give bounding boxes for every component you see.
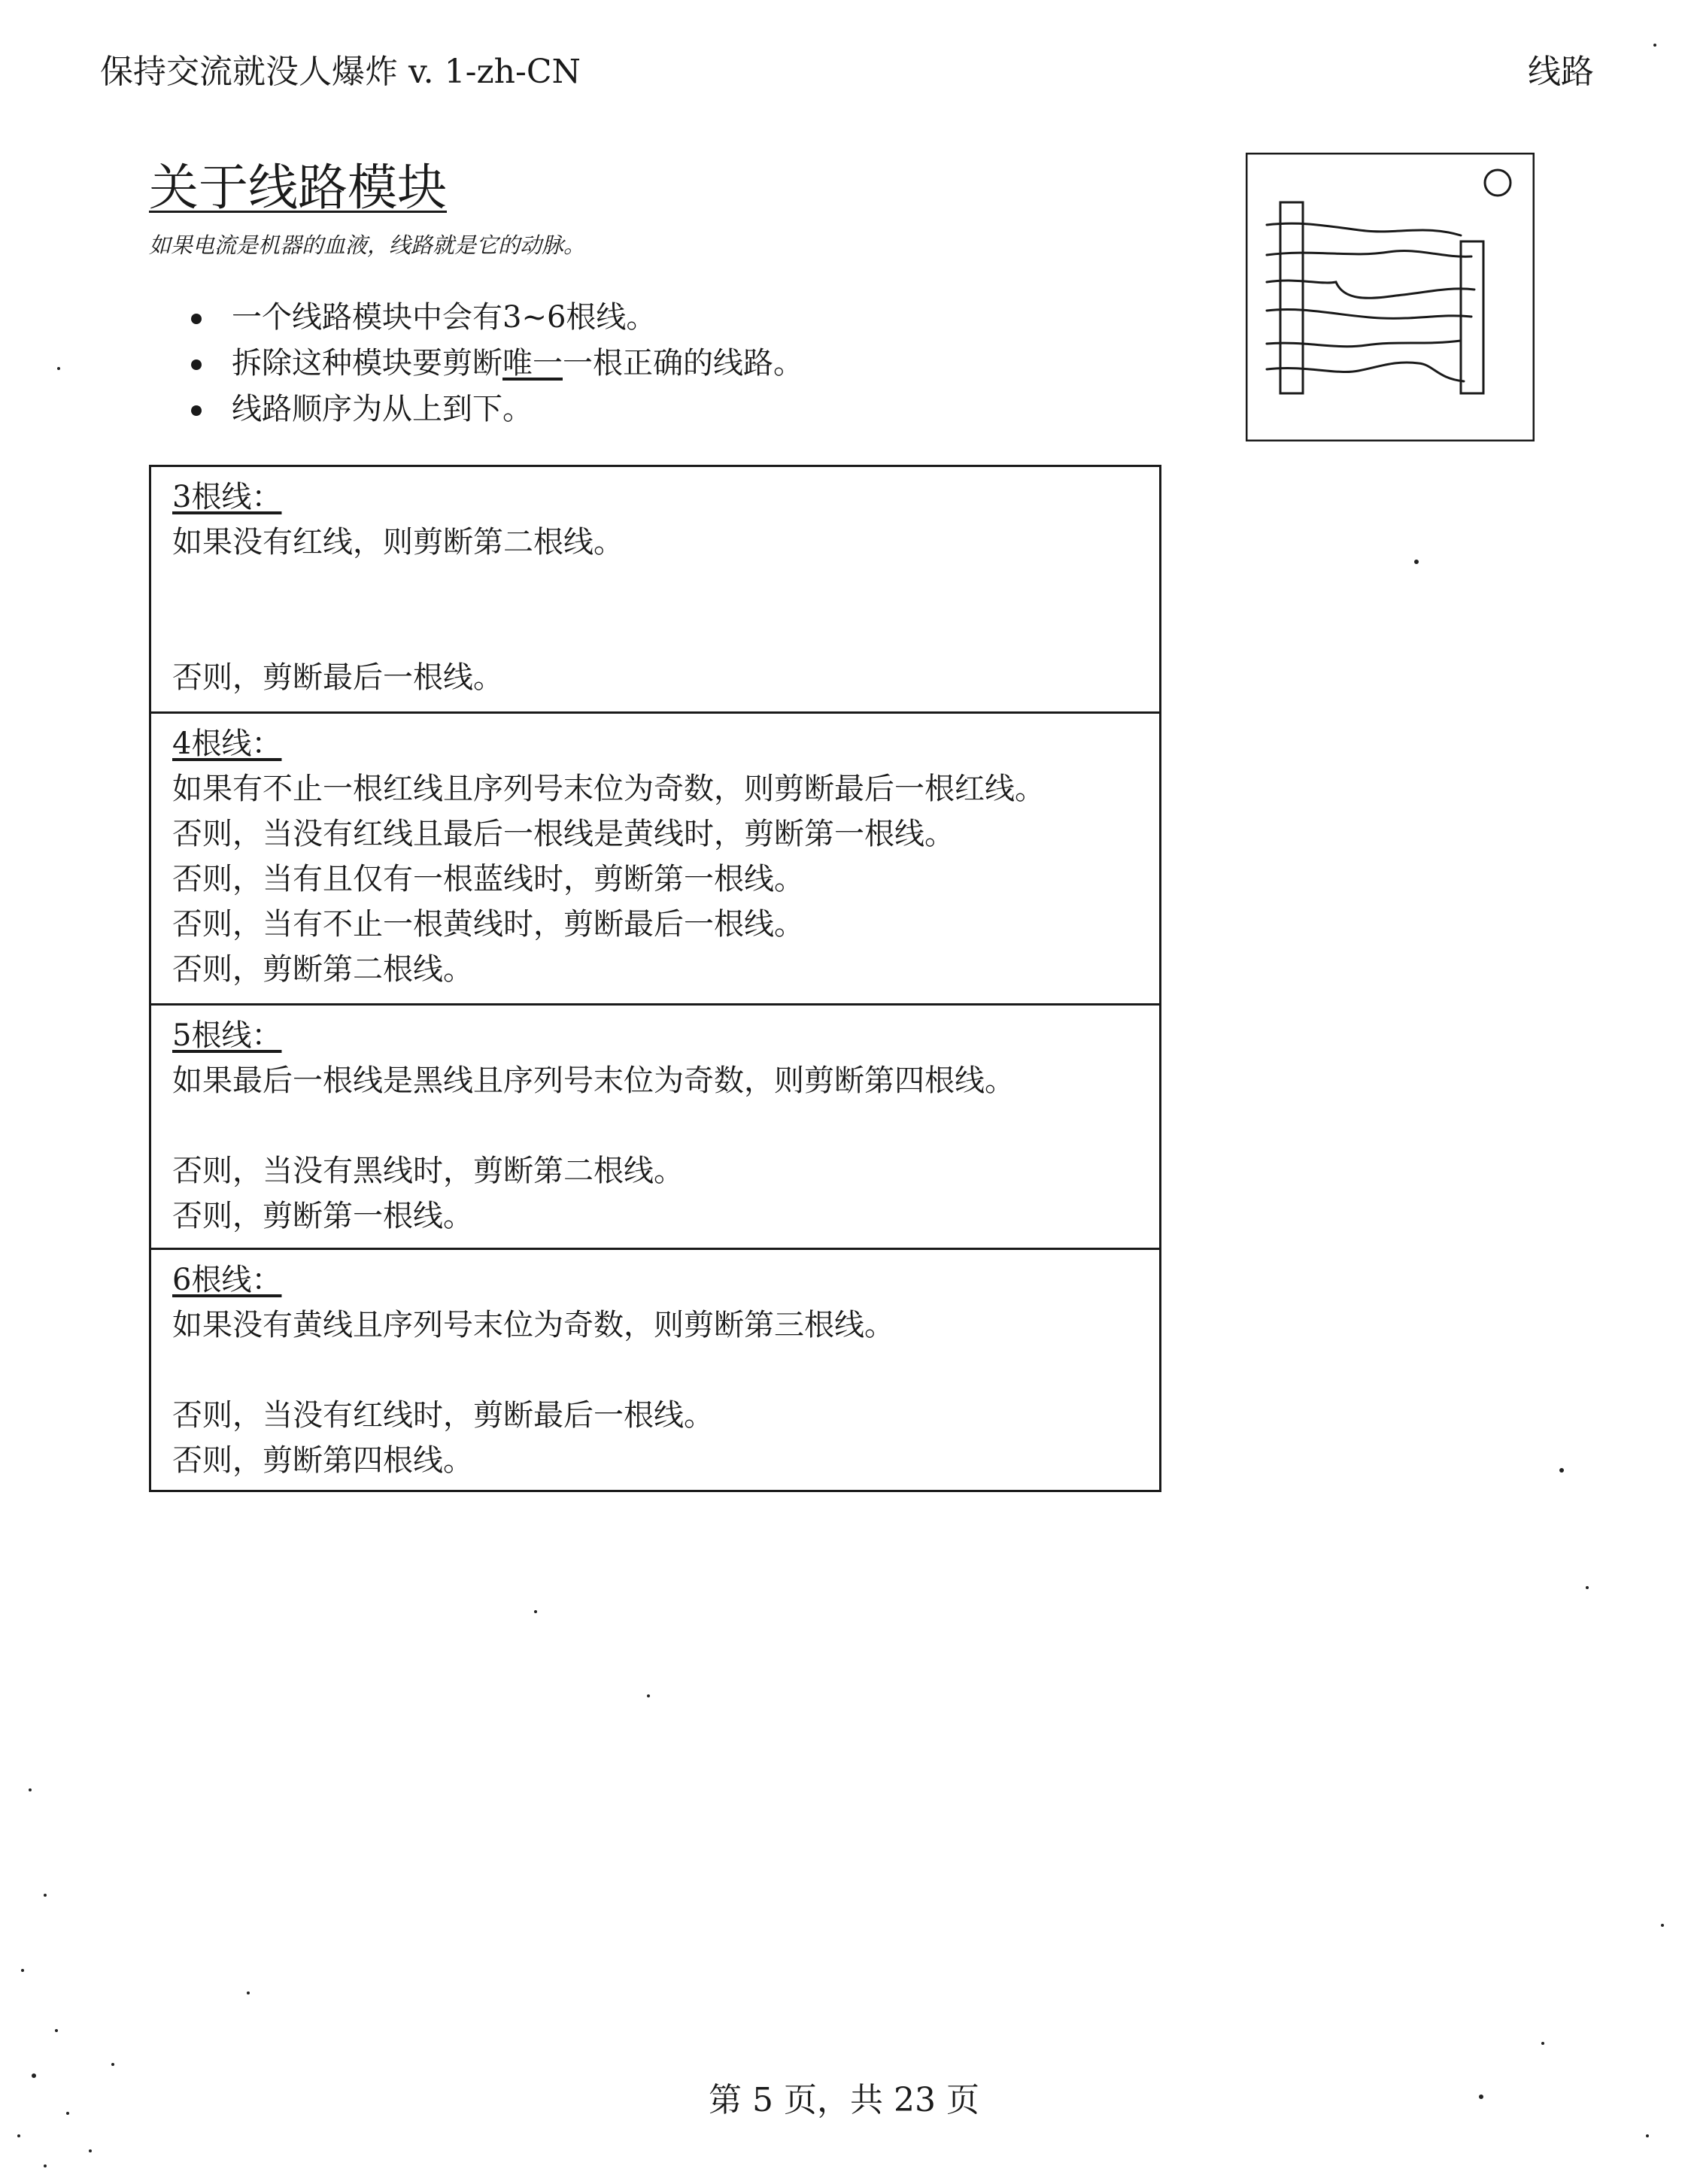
rule-line: 如果有不止一根红线且序列号末位为奇数，则剪断最后一根红线。 <box>172 772 1045 806</box>
speck-icon <box>21 1969 24 1972</box>
rule-text: 线路顺序为从上到下。 <box>232 392 533 426</box>
rules-list <box>149 295 803 432</box>
rule-line: 如果最后一根线是黑线且序列号末位为奇数，则剪断第四根线。 <box>172 1063 1015 1098</box>
bullet-icon <box>191 359 202 370</box>
page-subtitle: 如果电流是机器的血液，线路就是它的动脉。 <box>149 232 586 258</box>
speck-icon <box>1646 2134 1649 2137</box>
section-header-label: 线路 <box>1528 53 1594 91</box>
wire-count-heading: 4根线： <box>172 726 282 761</box>
blank-gap <box>172 565 1159 655</box>
speck-icon <box>55 2029 58 2032</box>
speck-icon <box>89 2149 92 2152</box>
speck-icon <box>32 2073 36 2078</box>
rule-line: 否则，剪断第四根线。 <box>172 1443 473 1478</box>
page-number: 第 5 页，共 23 页 <box>709 2081 979 2119</box>
speck-icon <box>1661 1924 1664 1927</box>
rule-line: 否则，当有且仅有一根蓝线时，剪断第一根线。 <box>172 862 804 896</box>
rule-line: 否则，当没有红线时，剪断最后一根线。 <box>172 1398 714 1433</box>
wire-icon <box>1267 310 1471 319</box>
speck-icon <box>1541 2042 1544 2045</box>
rule-text-before: 拆除这种模块要剪断 <box>232 346 502 381</box>
speck-icon <box>44 1894 47 1897</box>
speck-icon <box>647 1694 650 1697</box>
rule-line: 如果没有红线，则剪断第二根线。 <box>172 525 624 560</box>
wire-icon <box>1267 281 1474 298</box>
table-row <box>151 1003 1159 1248</box>
speck-icon <box>534 1610 537 1613</box>
table-row <box>151 1248 1159 1490</box>
speck-icon <box>111 2063 114 2066</box>
speck-icon <box>1414 560 1419 564</box>
wire-count-heading: 6根线： <box>172 1263 282 1297</box>
wire-icon <box>1267 250 1471 256</box>
bullet-icon <box>191 314 202 324</box>
rule-line: 否则，当有不止一根黄线时，剪断最后一根线。 <box>172 907 804 942</box>
wire-terminal-left <box>1280 202 1303 393</box>
speck-icon <box>1559 1468 1564 1473</box>
speck-icon <box>17 2134 20 2137</box>
rule-line: 如果没有黄线且序列号末位为奇数，则剪断第三根线。 <box>172 1308 894 1342</box>
speck-icon <box>1653 44 1656 47</box>
list-item <box>149 295 803 341</box>
wire-icon <box>1267 362 1464 381</box>
rule-line: 否则，当没有红线且最后一根线是黄线时，剪断第一根线。 <box>172 817 955 851</box>
wire-count-heading: 3根线： <box>172 480 282 514</box>
speck-icon <box>247 1991 250 1994</box>
rule-line: 否则，剪断最后一根线。 <box>172 660 503 695</box>
list-item <box>149 341 803 387</box>
table-row <box>151 711 1159 1003</box>
wires-module-diagram <box>1246 153 1535 441</box>
rule-text-after: 一根正确的线路。 <box>563 346 803 381</box>
blank-gap <box>172 1103 1159 1148</box>
wires-rules-table <box>149 465 1161 1492</box>
list-item <box>149 387 803 432</box>
speck-icon <box>57 367 60 370</box>
rule-text: 一个线路模块中会有3~6根线。 <box>232 300 657 335</box>
bullet-icon <box>191 405 202 416</box>
blank-gap <box>172 1348 1159 1393</box>
rule-line: 否则，当没有黑线时，剪断第二根线。 <box>172 1154 684 1188</box>
wire-count-heading: 5根线： <box>172 1018 282 1053</box>
wire-icon <box>1267 223 1461 235</box>
speck-icon <box>29 1788 32 1791</box>
speck-icon <box>1586 1586 1589 1589</box>
page-title: 关于线路模块 <box>149 159 447 217</box>
wire-icon <box>1267 341 1461 347</box>
speck-icon <box>44 2164 47 2167</box>
manual-header-title: 保持交流就没人爆炸 v. 1-zh-CN <box>100 53 581 91</box>
rule-line: 否则，剪断第一根线。 <box>172 1199 473 1233</box>
status-light-icon <box>1485 170 1510 196</box>
table-row <box>151 467 1159 711</box>
rule-line: 否则，剪断第二根线。 <box>172 952 473 987</box>
rule-text-emphasis: 唯一 <box>502 346 563 381</box>
